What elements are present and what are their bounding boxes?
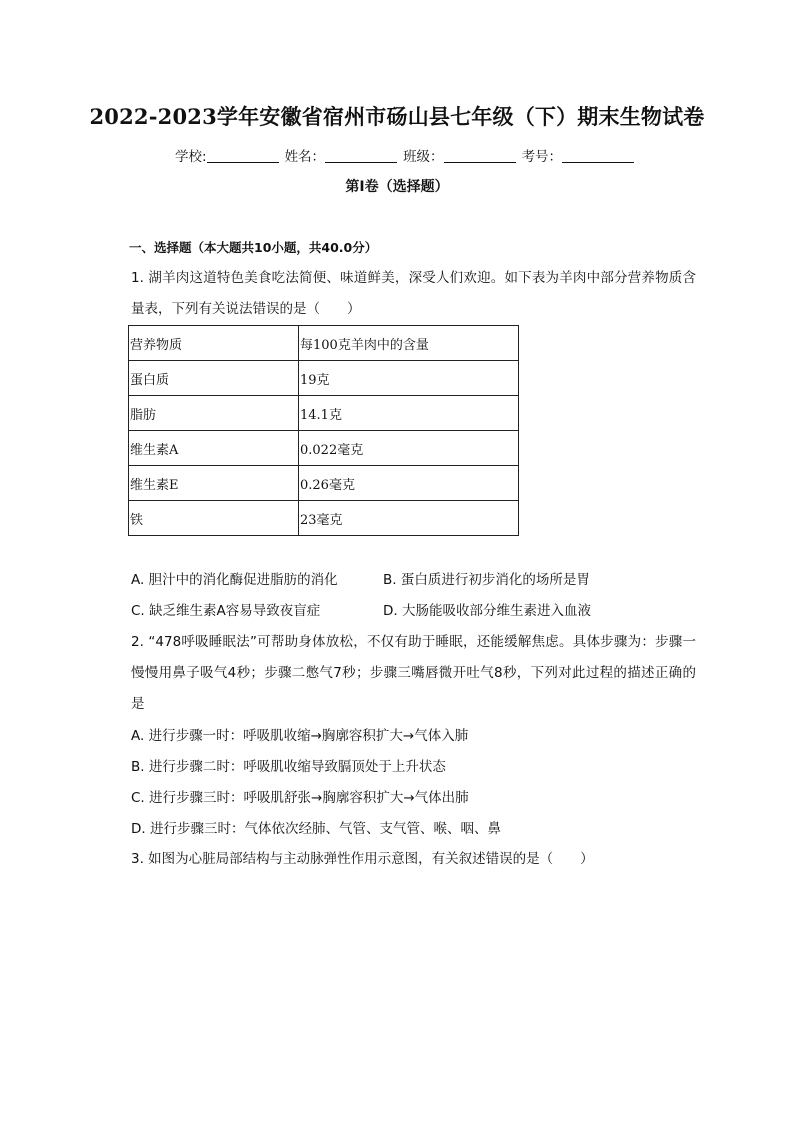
- class-label: 班级：: [403, 149, 444, 165]
- table-row: [129, 431, 519, 466]
- table-row: [129, 501, 519, 536]
- option-b: B. 进行步骤二时：呼吸肌收缩导致膈顶处于上升状态: [131, 759, 446, 775]
- option-c: C. 进行步骤三时：呼吸肌舒张→胸廓容积扩大→气体出肺: [131, 790, 469, 806]
- question-1-text: 1. 湖羊肉这道特色美食吃法简便、味道鲜美，深受人们欢迎。如下表为羊肉中部分营养物质含量表，下列有关说法错误的是（ ）: [131, 270, 696, 317]
- option-d: D. 大肠能吸收部分维生素进入血液: [383, 603, 591, 619]
- table-cell: 19克: [299, 361, 519, 396]
- question-2-text: 2. “478呼吸睡眠法”可帮助身体放松，不仅有助于睡眠，还能缓解焦虑。具体步骤为：步骤一慢慢用鼻子吸气4秒；步骤二憋气7秒；步骤三嘴唇微开吐气8秒，下列对此过程的描述正确的是: [131, 634, 696, 712]
- exam-number-label: 考号：: [521, 149, 563, 165]
- table-cell: 0.022毫克: [299, 431, 519, 466]
- section-heading: 一、选择题（本大题共10小题，共40.0分）: [129, 240, 378, 255]
- name-blank: [325, 148, 397, 163]
- table-cell: 维生素E: [129, 466, 299, 501]
- name-label: 姓名：: [284, 149, 326, 165]
- option-d: D. 进行步骤三时：气体依次经肺、气管、支气管、喉、咽、鼻: [131, 821, 501, 837]
- exam-title: 2022-2023学年安徽省宿州市砀山县七年级（下）期末生物试卷: [89, 104, 705, 129]
- table-header-row: [129, 326, 519, 361]
- question-3-text: 3. 如图为心脏局部结构与主动脉弹性作用示意图，有关叙述错误的是（ ）: [131, 851, 594, 867]
- table-header-cell: 营养物质: [129, 326, 299, 361]
- table-cell: 14.1克: [299, 396, 519, 431]
- table-cell: 蛋白质: [129, 361, 299, 396]
- option-a: A. 胆汁中的消化酶促进脂肪的消化: [131, 572, 338, 588]
- table-row: [129, 396, 519, 431]
- option-c: C. 缺乏维生素A容易导致夜盲症: [131, 603, 321, 619]
- table-cell: 铁: [129, 501, 299, 536]
- table-cell: 脂肪: [129, 396, 299, 431]
- table-row: [129, 466, 519, 501]
- table-row: [129, 361, 519, 396]
- table-header-cell: 每100克羊肉中的含量: [299, 326, 519, 361]
- exam-number-blank: [562, 148, 634, 163]
- question-2-options: [131, 721, 501, 845]
- table-cell: 23毫克: [299, 501, 519, 536]
- option-a: A. 进行步骤一时：呼吸肌收缩→胸廓容积扩大→气体入肺: [131, 728, 469, 744]
- question-1-options: [131, 565, 591, 627]
- table-cell: 0.26毫克: [299, 466, 519, 501]
- volume-subtitle: 第I卷（选择题）: [345, 179, 449, 195]
- school-blank: [207, 148, 279, 163]
- school-label: 学校:: [175, 149, 207, 165]
- option-b: B. 蛋白质进行初步消化的场所是胃: [383, 572, 590, 588]
- nutrition-table: [128, 325, 519, 536]
- student-info-line: [175, 145, 636, 165]
- table-cell: 维生素A: [129, 431, 299, 466]
- class-blank: [444, 148, 516, 163]
